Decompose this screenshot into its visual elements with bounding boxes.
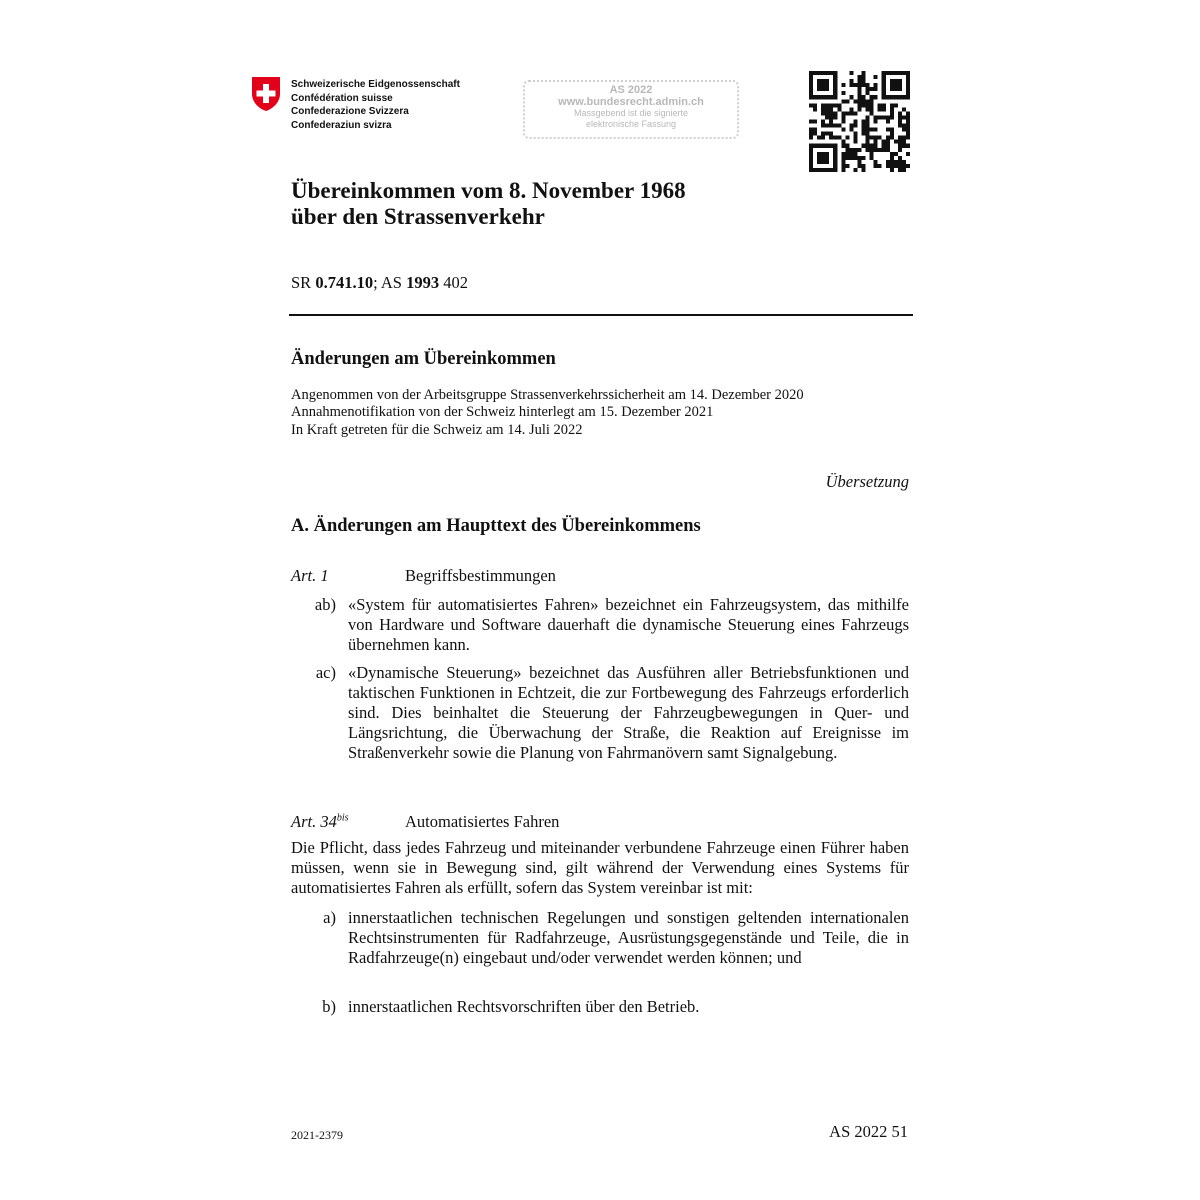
stamp-line-4: elektronische Fassung bbox=[585, 119, 677, 129]
article-number: Art. 34 bbox=[291, 812, 337, 831]
qr-code-icon bbox=[809, 71, 910, 172]
stamp-line-3: Massgebend ist die signierte bbox=[573, 108, 689, 118]
item-label: a) bbox=[323, 908, 336, 927]
sr-prefix: SR bbox=[291, 273, 316, 292]
stamp-line-1: AS 2022 bbox=[609, 84, 653, 96]
item-text: «Dynamische Steuerung» bezeichnet das Ausführen aller Betriebsfunktionen und taktischen Funktionen in Echtzeit, die zur Fortbewegung des Fahrzeugs erforderlich sind. Dies beinhaltet die Steuerung der Fahrzeugbewegungen in Quer- und Längsrichtung, die Überwachung der Straße, die Reaktion auf Ereignisse im Straßenverkehr sowie die Planung von Fahrmanövern samt Signalgebung. bbox=[348, 663, 909, 762]
definition-item-ac bbox=[291, 663, 909, 785]
adoption-line: Annahmenotifikation von der Schweiz hinterlegt am 15. Dezember 2021 bbox=[291, 404, 714, 421]
title-line-2: über den Strassenverkehr bbox=[291, 204, 545, 229]
item-text: «System für automatisiertes Fahren» bezeichnet ein Fahrzeugsystem, das mithilfe von Hardware und Software dauerhaft die dynamische Steuerung eines Fahrzeugs übernehmen kann. bbox=[348, 595, 909, 654]
translation-note: Übersetzung bbox=[825, 472, 909, 491]
sr-separator: ; AS bbox=[373, 273, 407, 292]
as-stamp bbox=[523, 80, 739, 139]
condition-item-b bbox=[291, 997, 909, 1019]
confederation-name-de: Schweizerische Eidgenossenschaft bbox=[291, 79, 460, 90]
sr-reference bbox=[291, 273, 468, 293]
condition-item-a bbox=[291, 908, 909, 990]
swiss-cross-icon bbox=[250, 76, 282, 112]
document-title bbox=[291, 178, 686, 230]
as-page: 402 bbox=[439, 273, 468, 292]
adoption-line: Angenommen von der Arbeitsgruppe Strassenverkehrssicherheit am 14. Dezember 2020 bbox=[291, 387, 804, 403]
confederation-name-fr: Confédération suisse bbox=[291, 92, 393, 104]
horizontal-rule bbox=[289, 314, 913, 316]
item-label: ac) bbox=[315, 663, 336, 682]
item-text: innerstaatlichen Rechtsvorschriften über den Betrieb. bbox=[348, 997, 700, 1016]
confederation-name-it: Confederazione Svizzera bbox=[291, 106, 409, 118]
adoption-line: In Kraft getreten für die Schweiz am 14. Juli 2022 bbox=[291, 421, 583, 438]
part-heading: A. Änderungen am Haupttext des Übereinkommens bbox=[291, 516, 701, 536]
item-label: ab) bbox=[314, 595, 336, 614]
article-1-title: Begriffsbestimmungen bbox=[405, 566, 556, 585]
as-year: 1993 bbox=[406, 273, 440, 292]
section-heading: Änderungen am Übereinkommen bbox=[291, 349, 556, 369]
sr-number: 0.741.10 bbox=[315, 273, 374, 292]
stamp-line-2: www.bundesrecht.admin.ch bbox=[558, 96, 704, 108]
confederation-names bbox=[291, 78, 460, 132]
adoption-info bbox=[291, 387, 804, 439]
article-34bis-title: Automatisiertes Fahren bbox=[405, 812, 560, 831]
article-34bis-label bbox=[291, 812, 349, 832]
item-label: b) bbox=[322, 997, 336, 1016]
confederation-name-rm: Confederaziun svizra bbox=[291, 119, 392, 131]
article-suffix: bis bbox=[336, 812, 349, 824]
title-line-1: Übereinkommen vom 8. November 1968 bbox=[291, 178, 686, 203]
footer-document-number: 2021-2379 bbox=[291, 1128, 343, 1142]
item-text: innerstaatlichen technischen Regelungen und sonstigen geltenden internationalen Rechtsinstrumenten für Radfahrzeuge, Ausrüstungsgegenstände und Teile, die in Radfahrzeuge(n) eingebaut und/oder verwendet werden können; und bbox=[348, 908, 909, 967]
article-1-label: Art. 1 bbox=[291, 566, 329, 585]
footer-page-reference: AS 2022 51 bbox=[829, 1122, 908, 1141]
definition-item-ab bbox=[291, 595, 909, 657]
article-34bis-intro: Die Pflicht, dass jedes Fahrzeug und miteinander verbundene Fahrzeuge einen Führer haben müssen, wenn sie in Bewegung sind, gilt während der Verwendung eines Systems für automatisiertes Fahren als erfüllt, sofern das System vereinbar ist mit: bbox=[291, 838, 909, 897]
